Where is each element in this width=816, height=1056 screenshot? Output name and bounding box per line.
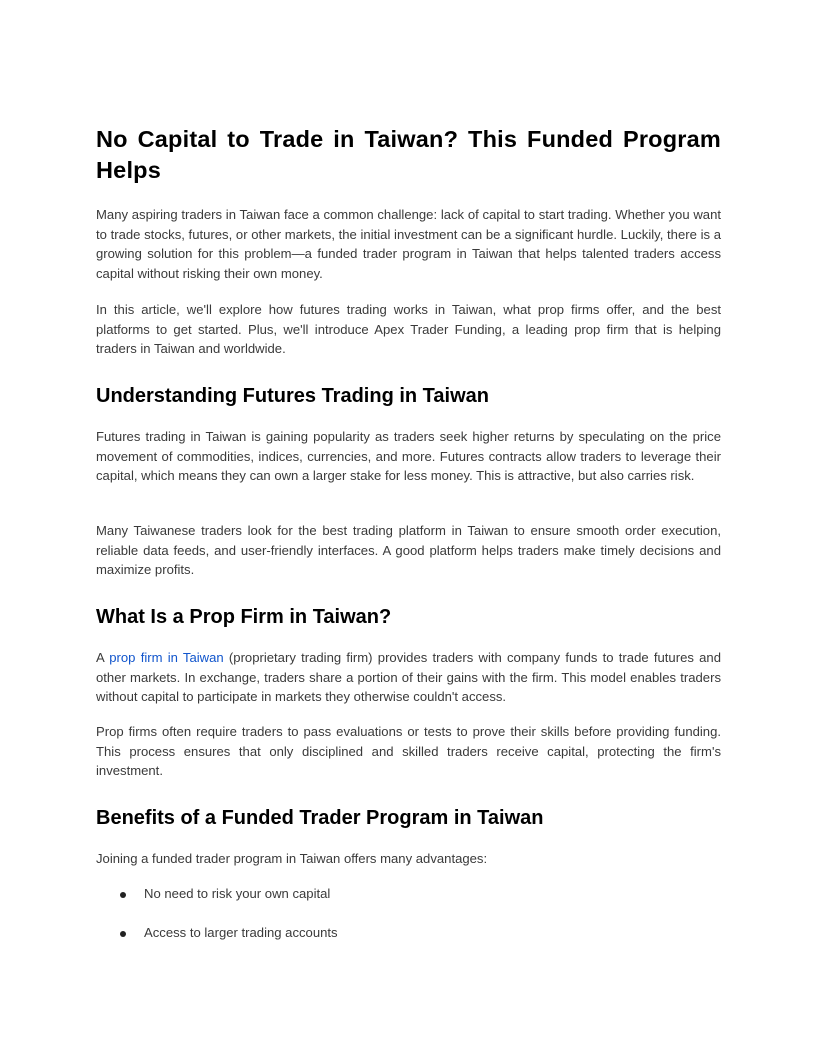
section-heading-benefits: Benefits of a Funded Trader Program in Taiwan	[96, 807, 544, 829]
futures-paragraph-2: Many Taiwanese traders look for the best trading platform in Taiwan to ensure smooth order execution, reliable data feeds, and user-friendly interfaces. A good platform helps traders make timely decisions and maximize profits.	[96, 523, 721, 578]
list-item	[96, 884, 721, 923]
intro-paragraph-2: In this article, we'll explore how futures trading works in Taiwan, what prop firms offer, and the best platforms to get started. Plus, we'll introduce Apex Trader Funding, a leading prop firm that is helping traders in Taiwan and worldwide.	[96, 302, 721, 357]
benefits-list	[96, 884, 721, 962]
list-item-text: Access to larger trading accounts	[144, 925, 338, 940]
prop-firm-paragraph-suffix: (proprietary trading firm) provides traders with company funds to trade futures and other markets. In exchange, traders share a portion of their gains with the firm. This model enables traders without capital to participate in markets they otherwise couldn't access.	[96, 650, 721, 705]
section-heading-prop-firm: What Is a Prop Firm in Taiwan?	[96, 606, 392, 628]
page-title: No Capital to Trade in Taiwan? This Funded Program Helps	[96, 126, 721, 183]
intro-paragraph-1: Many aspiring traders in Taiwan face a common challenge: lack of capital to start trading. Whether you want to trade stocks, futures, or other markets, the initial investment can be a significant hurdle. Luckily, there is a growing solution for this problem—a funded trader program in Taiwan that helps talented traders access capital without risking their own money.	[96, 207, 721, 281]
bullet-icon	[120, 931, 126, 937]
prop-firm-in-taiwan-link[interactable]: prop firm in Taiwan	[109, 650, 224, 665]
prop-firm-paragraph-2: Prop firms often require traders to pass evaluations or tests to prove their skills before providing funding. This process ensures that only disciplined and skilled traders receive capital, protecting the firm's investment.	[96, 724, 721, 779]
prop-firm-paragraph-prefix: A	[96, 650, 110, 665]
list-item-text: No need to risk your own capital	[144, 886, 331, 901]
bullet-icon	[120, 892, 126, 898]
benefits-intro: Joining a funded trader program in Taiwan offers many advantages:	[96, 851, 488, 866]
section-heading-futures: Understanding Futures Trading in Taiwan	[96, 385, 489, 407]
prop-firm-paragraph-1	[96, 648, 721, 707]
list-item	[96, 923, 721, 962]
futures-paragraph-1: Futures trading in Taiwan is gaining popularity as traders seek higher returns by speculating on the price movement of commodities, indices, currencies, and more. Futures contracts allow traders to leverage their capital, which means they can own a larger stake for less money. This is attractive, but also carries risk.	[96, 429, 721, 484]
